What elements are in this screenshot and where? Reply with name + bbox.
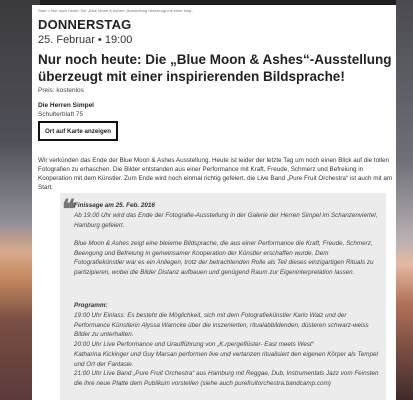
venue-street: Schulterblatt 75 (38, 111, 84, 118)
quote-heading: Finissage am 25. Feb. 2016 (74, 202, 155, 209)
event-price: Preis: kostenlos (38, 87, 84, 94)
program-item-1: 19:00 Uhr Einlass: Es besteht die Möglichkeit, sich mit dem Fotografiekünstler Karlo Walz und der Performance Künstlerin Alyssa Warncke über die inszenierten, ritualabbildenden, düsteren schwarz-weiss Bilder zu unterhalten. (74, 312, 369, 338)
program-item-3: Katharina Kickinger und Guy Marsan performen live und vertanzen ritualisiert den eigenen Körper als Tempel und Ort der Fantasie. (74, 351, 378, 368)
show-on-map-button[interactable]: Ort auf Karte anzeigen (38, 121, 118, 141)
program-item-4: 21:00 Uhr Live Band „Pure Fruit Orchestra“ aus Hamburg mit Reggae, Dub, Instrumentals Jazz vom Feinsten die ihre neue Platte dem Publikum vorstellen (siehe auch purefruitorchestra.bandcamp.com) (74, 370, 379, 387)
quote-heading-wrap (74, 201, 379, 211)
event-date: 25. Februar • 19:00 (38, 34, 133, 46)
program-heading: Programm: (74, 302, 108, 309)
quote-paragraph2: Blue Moon & Ashes zeigt eine bleierne Bildsprache, die aus einer Performance die Kraft, Freude, Schmerz, Beengung und Befreiung in gemeinsamer Kooperation der Künstler erschaffen wurde. Dem Fotografiekünstler war es ein Anliegen, trotz der betrachtenden Rolle als Teil dieses einzigartigen Rituals zu partizipieren, wobei die Bilder Distanz aufbauen und genügend Raum zur Eigeninterpretation lassen. (74, 240, 374, 276)
blockquote (60, 193, 386, 400)
page-title: Nur noch heute: Die „Blue Moon & Ashes“-Ausstellung überzeugt mit einer inspirierenden Bildsprache! (38, 52, 392, 84)
program-heading-wrap (74, 301, 379, 311)
event-description: Wir verkünden das Ende der Blue Moon & Ashes Ausstellung. Heute ist leider der letzte Tag um noch einen Blick auf die tollen Fotografien zu erhaschen. Die Bilder entstanden aus einer Performance mit Kraft, Freude, Schmerz und Befreiung in Kooperation mit dem Künstler. Zum Ende wird noch einmal richtig gefeiert, die Live Band „Pure Fruit Orchestra“ ist auch mit am Start. (38, 157, 393, 191)
event-day: DONNERSTAG (38, 17, 132, 32)
background-photo-right (396, 0, 413, 400)
quote-line1: Ab 19.00 Uhr wird das Ende der Fotografie-Ausstellung in der Galerie der Herren Simpel im Schanzenviertel, Hamburg gefeiert. (74, 212, 378, 229)
venue-name: Die Herren Simpel (38, 102, 94, 109)
quote-icon: ❝ (62, 195, 76, 225)
program-item-2: 20:00 Uhr Live Performance und Uraufführung von „K.rpergeflüster- East meets West“ (74, 341, 314, 348)
event-card (32, 5, 396, 400)
breadcrumb[interactable]: Start > Nur noch heute: Die „Blue Moon & Ashes“-Ausstellung überzeugt mit einer insp... (38, 8, 195, 13)
